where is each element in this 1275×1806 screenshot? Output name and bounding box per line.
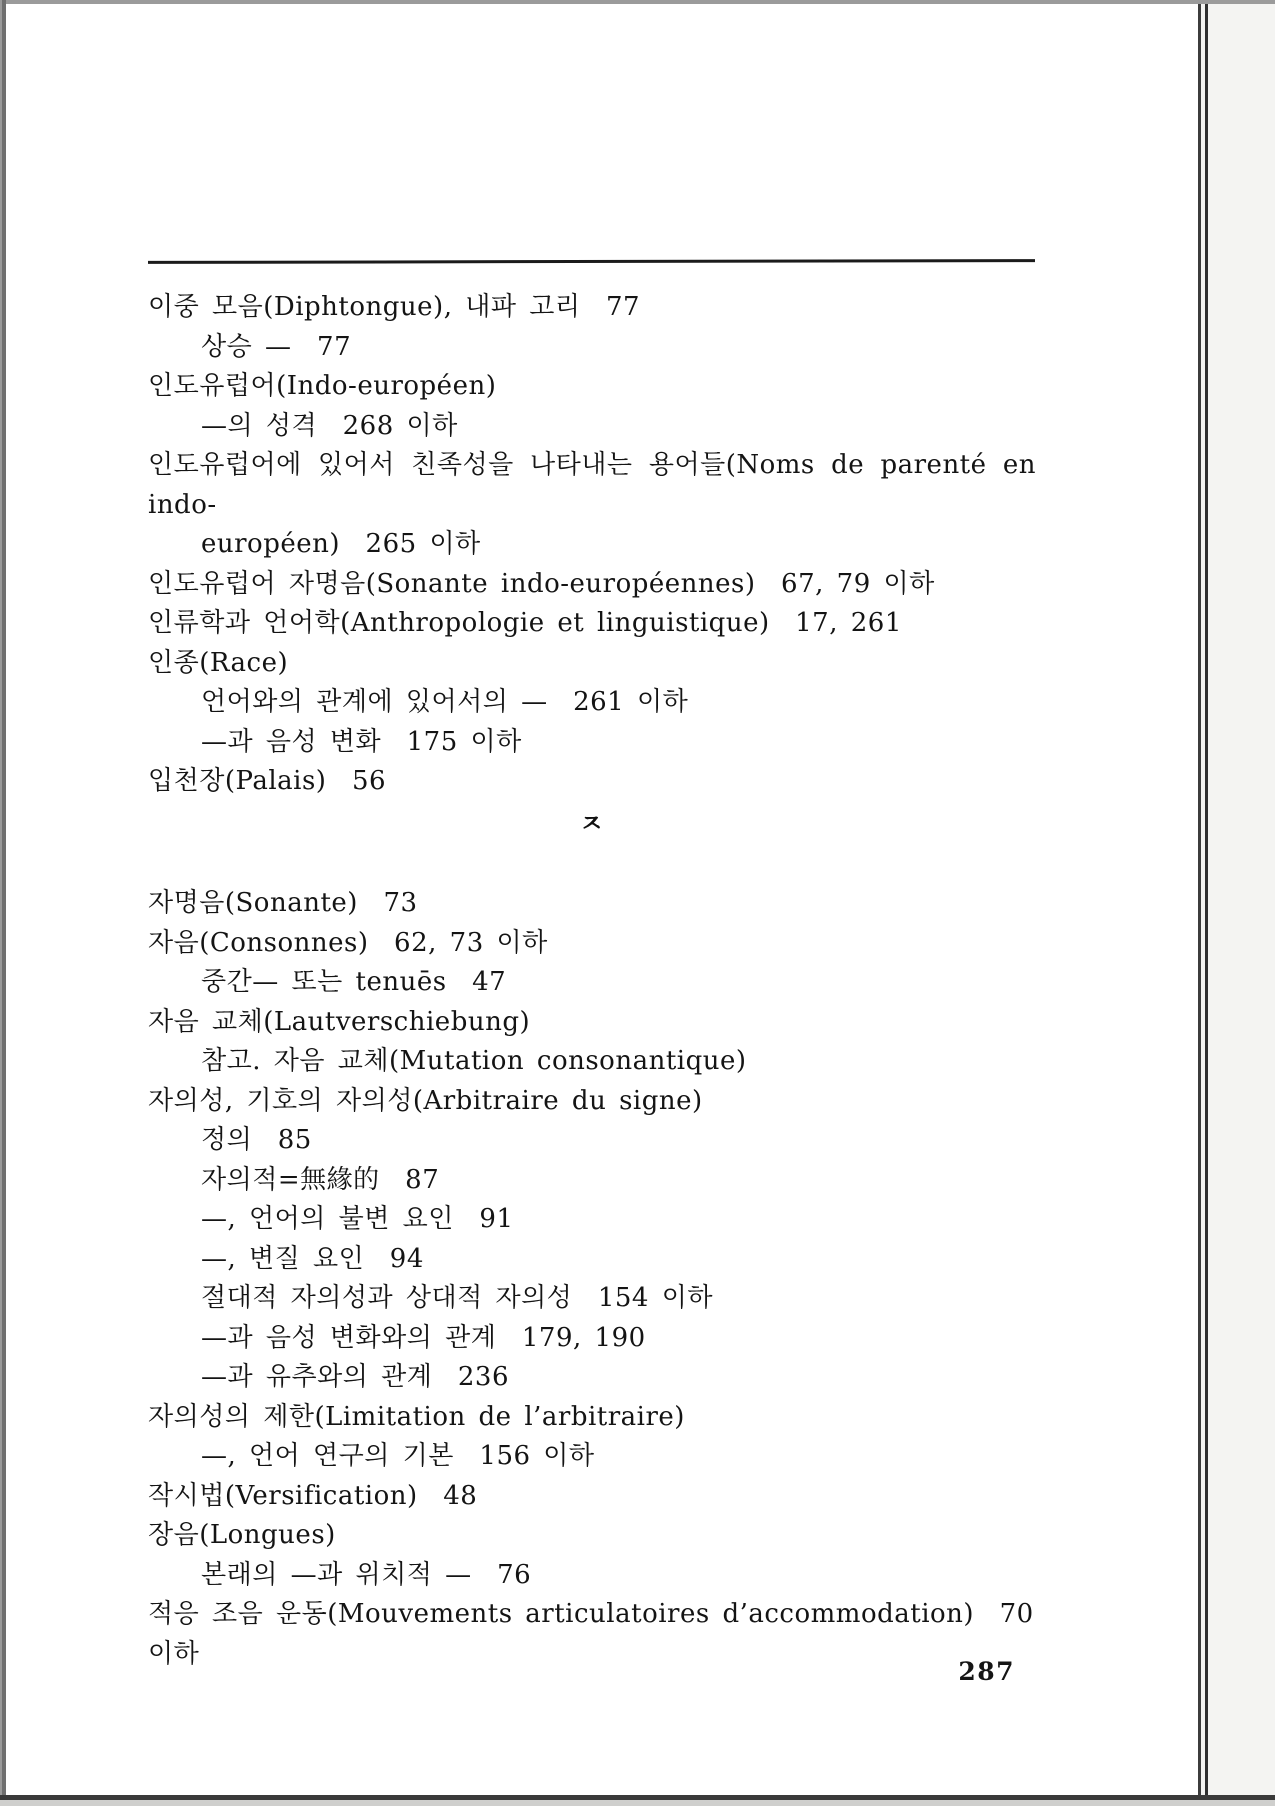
index-entry: 언어와의 관계에 있어서의 — 261 이하 — [201, 687, 689, 717]
index-entry: —, 언어의 불변 요인 91 — [201, 1204, 514, 1234]
page-number: 287 — [958, 1657, 1015, 1686]
index-entry: 자의적=無緣的 87 — [201, 1164, 440, 1195]
index-entry: —, 변질 요인 94 — [201, 1243, 424, 1274]
index-entry: —과 음성 변화와의 관계 179, 190 — [201, 1322, 646, 1353]
scan-right-margin — [1208, 4, 1275, 1795]
index-entry: 자명음(Sonante) 73 — [148, 888, 418, 918]
index-entry: 정의 85 — [201, 1125, 312, 1155]
index-entry: 장음(Longues) — [148, 1520, 336, 1550]
index-entry: 인도유럽어(Indo-européen) — [148, 371, 497, 401]
index-entry: 참고. 자음 교체(Mutation consonantique) — [201, 1046, 747, 1076]
index-entry: 이중 모음(Diphtongue), 내파 고리 77 — [148, 292, 641, 322]
index-entry: 인류학과 언어학(Anthropologie et linguistique) 17, 261 — [148, 608, 902, 638]
index-entry: 적응 조음 운동(Mouvements articulatoires d’accommodation) 70 이하 — [148, 1599, 1047, 1669]
scan-border-top — [0, 0, 1275, 4]
scan-border-left — [0, 0, 6, 1806]
page-right-edge-line-outer — [1205, 4, 1208, 1795]
section-header-jieut: ㅈ — [579, 809, 605, 838]
index-section-continued — [148, 288, 1036, 802]
page-right-edge-line — [1198, 4, 1201, 1795]
index-entry: 작시법(Versification) 48 — [148, 1480, 478, 1511]
index-entry: 인도유럽어 자명음(Sonante indo-européennes) 67, 79 이하 — [148, 568, 935, 599]
index-entry: 자음(Consonnes) 62, 73 이하 — [148, 927, 548, 958]
index-entry: 자의성, 기호의 자의성(Arbitraire du signe) — [148, 1085, 703, 1116]
index-entry: 인도유럽어에 있어서 친족성을 나타내는 용어들(Noms de parenté en indo- — [148, 450, 1036, 520]
index-section-jieut — [148, 884, 1047, 1674]
index-entry: 상승 — 77 — [201, 331, 352, 362]
index-entry: —과 유추와의 관계 236 — [201, 1362, 509, 1392]
index-entry: —과 음성 변화 175 이하 — [201, 726, 522, 757]
index-entry: 입천장(Palais) 56 — [148, 766, 387, 796]
index-entry: 자의성의 제한(Limitation de l’arbitraire) — [148, 1401, 685, 1432]
index-entry: 자음 교체(Lautverschiebung) — [148, 1006, 531, 1037]
index-entry: 본래의 —과 위치적 — 76 — [201, 1559, 532, 1590]
book-page — [6, 4, 1198, 1795]
index-entry: 인종(Race) — [148, 647, 289, 678]
top-rule — [148, 259, 1035, 264]
index-entry: 중간— 또는 tenuēs 47 — [201, 967, 507, 997]
index-entry: —의 성격 268 이하 — [201, 410, 458, 441]
scan-border-bottom-outer — [0, 1800, 1275, 1806]
index-entry: —, 언어 연구의 기본 156 이하 — [201, 1441, 595, 1471]
index-entry: 절대적 자의성과 상대적 자의성 154 이하 — [201, 1283, 713, 1313]
index-entry: européen) 265 이하 — [201, 529, 481, 559]
